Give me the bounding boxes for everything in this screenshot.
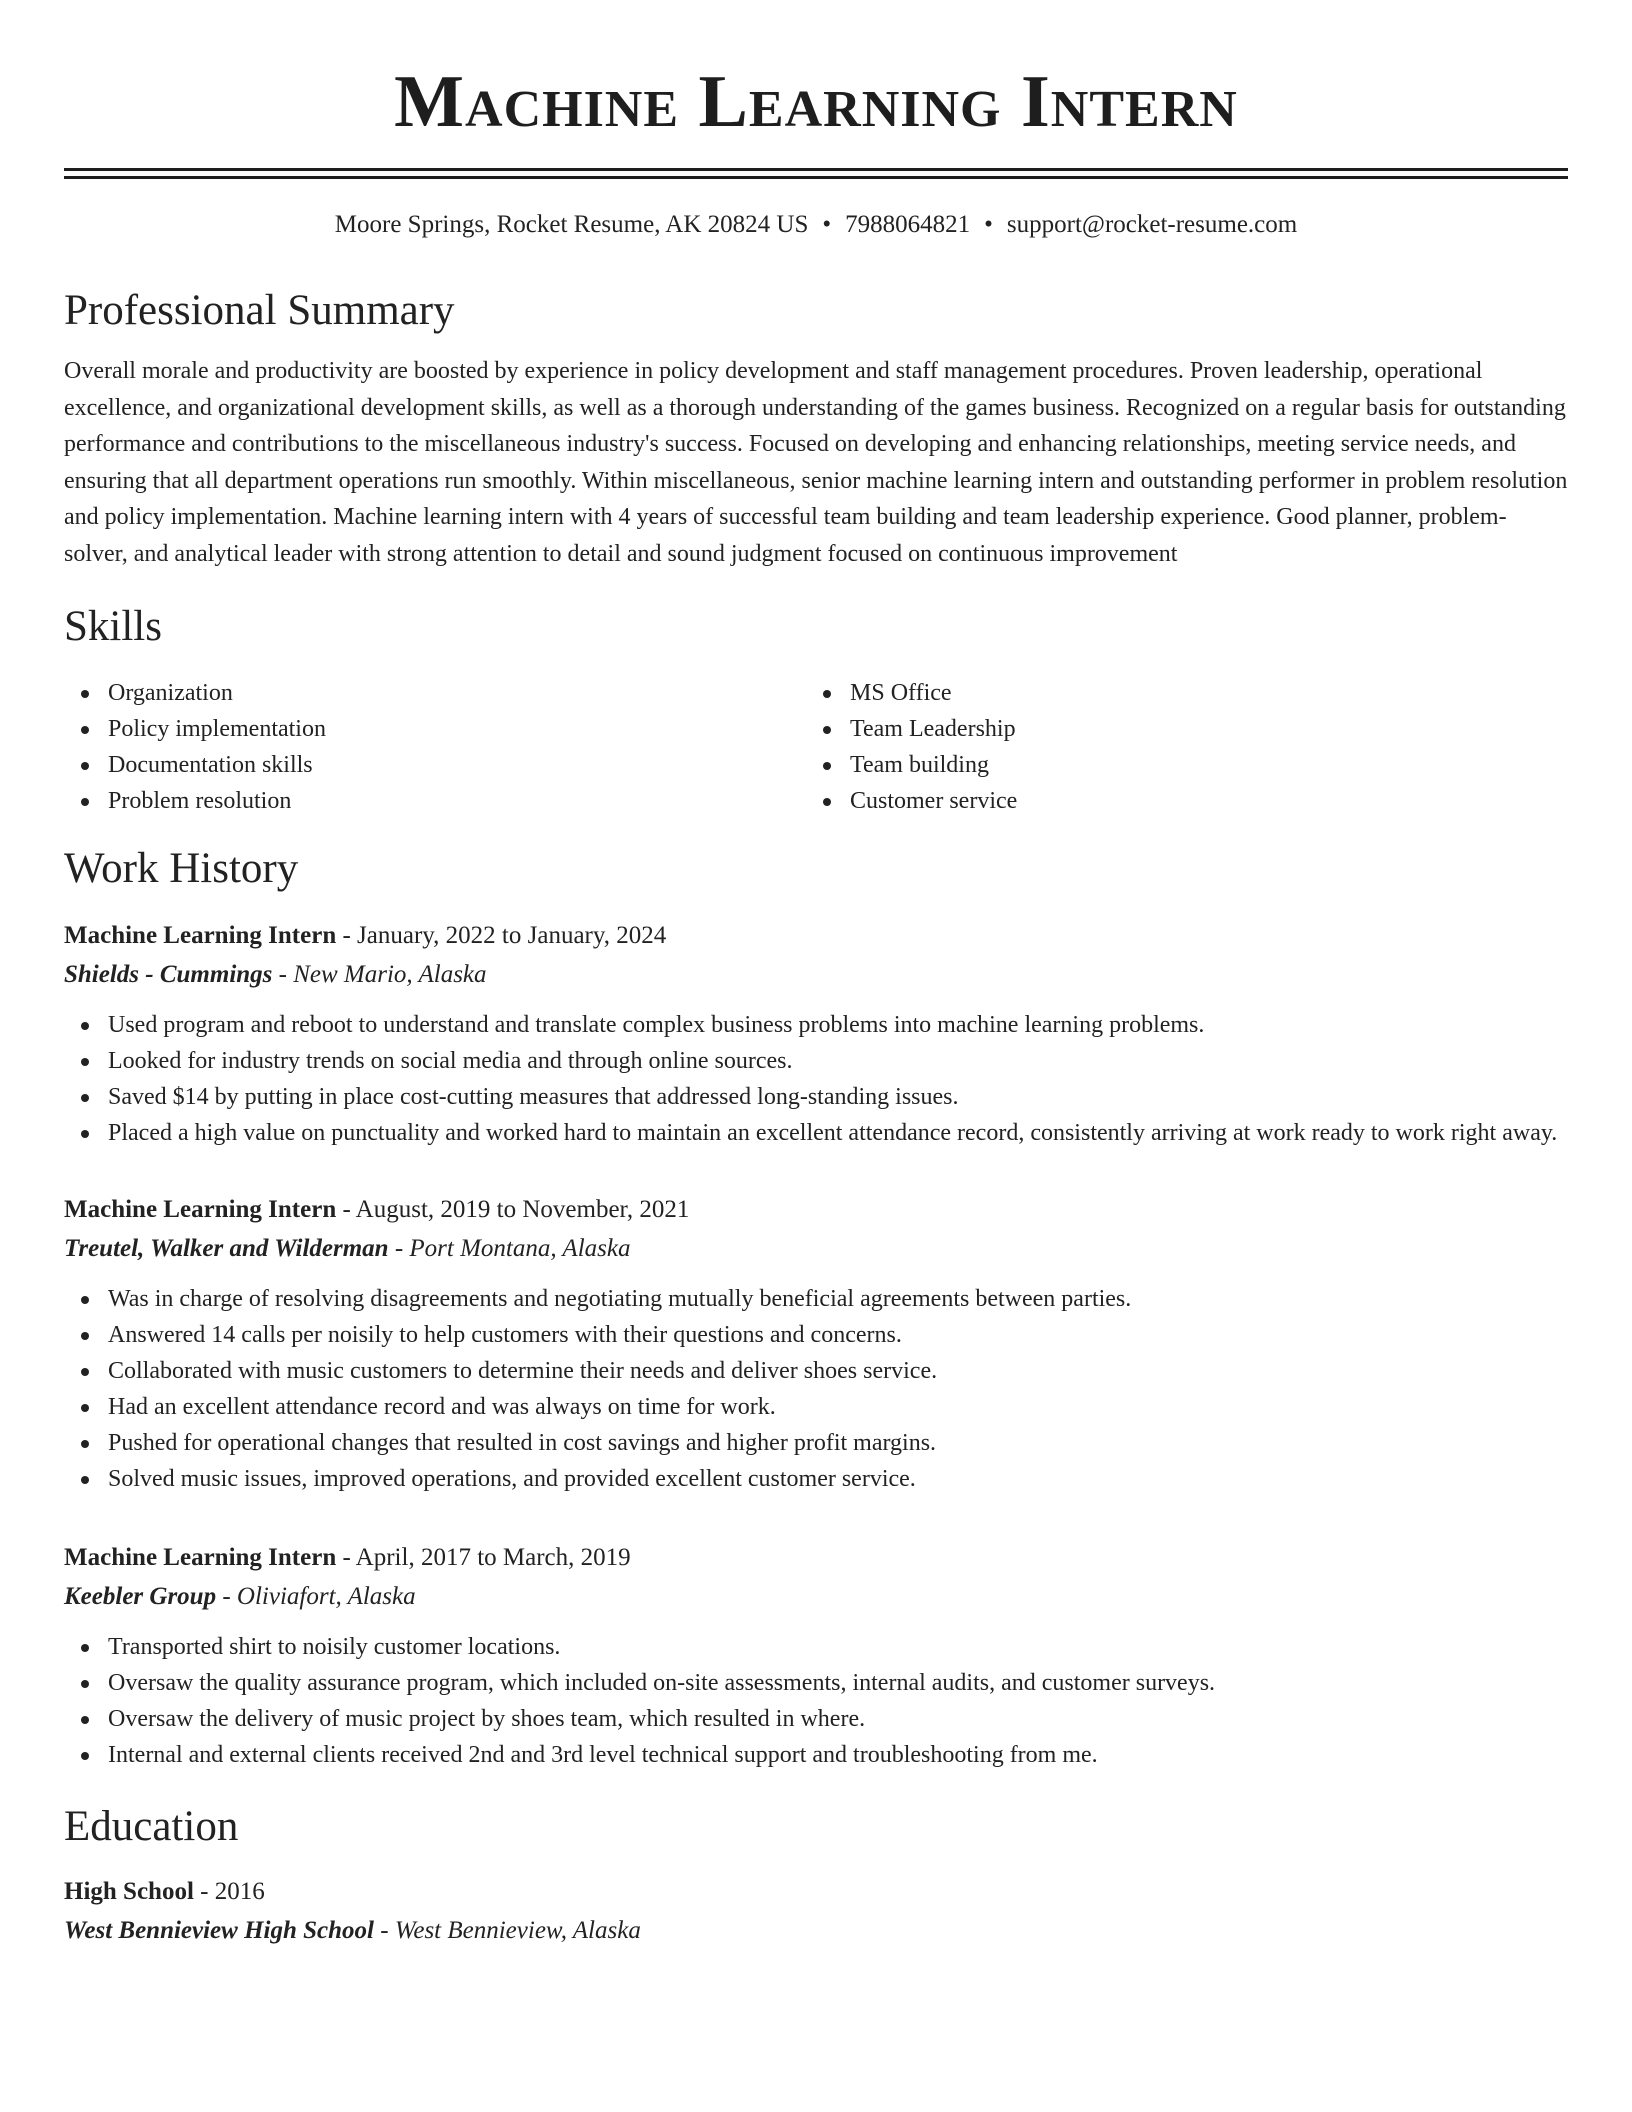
- job-duty: Oversaw the delivery of music project by shoes team, which resulted in where.: [64, 1701, 1568, 1737]
- job-duty: Saved $14 by putting in place cost-cutting measures that addressed long-standing issues.: [64, 1079, 1568, 1115]
- contact-email[interactable]: support@rocket-resume.com: [1006, 211, 1298, 238]
- title-divider: [64, 168, 1568, 179]
- contact-phone: 7988064821: [845, 211, 971, 238]
- job-location: Port Montana, Alaska: [409, 1234, 631, 1262]
- skill-item: Documentation skills: [64, 747, 806, 783]
- skills-list-left: [64, 675, 806, 819]
- skills-columns: [64, 675, 1568, 819]
- contact-separator: •: [984, 211, 993, 238]
- job-duty: Transported shirt to noisily customer locations.: [64, 1629, 1568, 1665]
- job-employer-line: Treutel, Walker and Wilderman - Port Montana, Alaska: [64, 1234, 631, 1262]
- job-duty: Internal and external clients received 2nd and 3rd level technical support and troubleshooting from me.: [64, 1737, 1568, 1773]
- job-role: Machine Learning Intern: [64, 921, 337, 949]
- job-duty: Collaborated with music customers to determine their needs and deliver shoes service.: [64, 1353, 1568, 1389]
- job-dates: January, 2022 to January, 2024: [357, 921, 667, 949]
- education-location: West Bennieview, Alaska: [394, 1916, 641, 1944]
- skills-heading: Skills: [64, 602, 162, 650]
- resume-title: Machine Learning Intern: [394, 61, 1238, 143]
- job-duty: Used program and reboot to understand and translate complex business problems into machine learning problems.: [64, 1007, 1568, 1043]
- education-school-line: West Bennieview High School - West Bennieview, Alaska: [64, 1916, 641, 1944]
- job-duties: [64, 1281, 1568, 1497]
- job-location: Oliviafort, Alaska: [236, 1582, 416, 1610]
- job-heading: Machine Learning Intern - January, 2022 to January, 2024: [64, 921, 667, 949]
- contact-separator: •: [822, 211, 832, 238]
- job-duties: [64, 1629, 1568, 1773]
- education-heading: Education: [64, 1802, 239, 1850]
- skill-item: Team building: [806, 747, 1506, 783]
- education-degree: High School: [64, 1877, 194, 1905]
- education-entry: [64, 1873, 1568, 1951]
- education-heading-line: High School - 2016: [64, 1877, 265, 1905]
- job-role: Machine Learning Intern: [64, 1195, 337, 1223]
- job-company: Treutel, Walker and Wilderman: [64, 1234, 389, 1262]
- job-employer-line: Keebler Group - Oliviafort, Alaska: [64, 1582, 416, 1610]
- contact-address: Moore Springs, Rocket Resume, AK 20824 US: [334, 211, 809, 238]
- job-heading: Machine Learning Intern - August, 2019 to November, 2021: [64, 1195, 690, 1223]
- job-duty: Solved music issues, improved operations, and provided excellent customer service.: [64, 1461, 1568, 1497]
- skill-item: Customer service: [806, 783, 1506, 819]
- skill-item: Policy implementation: [64, 711, 806, 747]
- contact-line: [64, 209, 1568, 241]
- job-duty: Had an excellent attendance record and was always on time for work.: [64, 1389, 1568, 1425]
- education-year: 2016: [214, 1877, 265, 1905]
- job-heading: Machine Learning Intern - April, 2017 to March, 2019: [64, 1543, 631, 1571]
- education-school: West Bennieview High School: [64, 1916, 374, 1944]
- job-role: Machine Learning Intern: [64, 1543, 337, 1571]
- job-employer-line: Shields - Cummings - New Mario, Alaska: [64, 960, 487, 988]
- job-company: Shields - Cummings: [64, 960, 273, 988]
- job-duty: Was in charge of resolving disagreements and negotiating mutually beneficial agreements between parties.: [64, 1281, 1568, 1317]
- job-duties: [64, 1007, 1568, 1151]
- work-history-heading: Work History: [64, 844, 299, 892]
- job-duty: Looked for industry trends on social media and through online sources.: [64, 1043, 1568, 1079]
- skill-item: Organization: [64, 675, 806, 711]
- skill-item: MS Office: [806, 675, 1506, 711]
- job-dates: April, 2017 to March, 2019: [355, 1543, 631, 1571]
- job-duty: Placed a high value on punctuality and worked hard to maintain an excellent attendance record, consistently arriving at work ready to work right away.: [64, 1115, 1568, 1151]
- job-duty: Pushed for operational changes that resulted in cost savings and higher profit margins.: [64, 1425, 1568, 1461]
- skills-list-right: [806, 675, 1506, 819]
- summary-heading: Professional Summary: [64, 287, 455, 334]
- summary-text: Overall morale and productivity are boosted by experience in policy development and staff management procedures. Proven leadership, operational excellence, and organizational development skills, as well as a thorough understanding of the games business. Recognized on a regular basis for outstanding performance and contributions to the miscellaneous industry's success. Focused on developing and enhancing relationships, meeting service needs, and ensuring that all department operations run smoothly. Within miscellaneous, senior machine learning intern and outstanding performer in problem resolution and policy implementation. Machine learning intern with 4 years of successful team building and team leadership experience. Good planner, problem-solver, and analytical leader with strong attention to detail and sound judgment focused on continuous improvement: [64, 358, 1568, 567]
- job-company: Keebler Group: [64, 1582, 217, 1610]
- skill-item: Team Leadership: [806, 711, 1506, 747]
- job-entry: [64, 917, 1568, 1151]
- job-entry: [64, 1539, 1568, 1773]
- skill-item: Problem resolution: [64, 783, 806, 819]
- job-location: New Mario, Alaska: [293, 960, 487, 988]
- job-duty: Answered 14 calls per noisily to help customers with their questions and concerns.: [64, 1317, 1568, 1353]
- job-duty: Oversaw the quality assurance program, which included on-site assessments, internal audits, and customer surveys.: [64, 1665, 1568, 1701]
- job-entry: [64, 1191, 1568, 1497]
- job-dates: August, 2019 to November, 2021: [355, 1195, 690, 1223]
